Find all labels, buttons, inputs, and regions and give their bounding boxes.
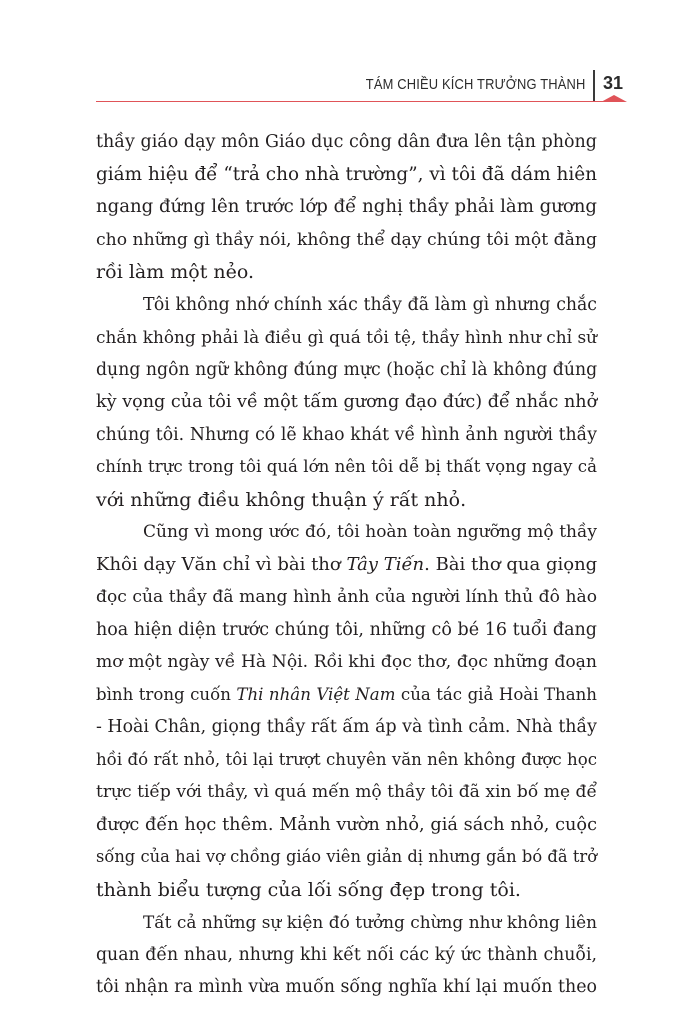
text-line <box>96 549 597 582</box>
text-line: ngang đứng lên trước lớp để nghị thầy phải làm gương <box>96 196 597 217</box>
text-line: sống của hai vợ chồng giáo viên giản dị nhưng gắn bó đã trở <box>96 847 597 866</box>
text-line: với những điều không thuận ý rất nhỏ. <box>96 488 467 511</box>
text-line: dụng ngôn ngữ không đúng mực (hoặc chỉ là không đúng <box>96 359 598 380</box>
text-line: Cũng vì mong ước đó, tôi hoàn toàn ngưỡng mộ thầy <box>143 522 597 542</box>
text-line: hồi đó rất nhỏ, tôi lại trượt chuyên văn nên không được học <box>96 749 597 769</box>
text-line: chúng tôi. Nhưng có lẽ khao khát về hình ảnh người thầy <box>96 424 597 445</box>
text-run: bình trong cuốn <box>96 684 237 704</box>
paragraph-3 <box>96 516 597 906</box>
text-line: đọc của thầy đã mang hình ảnh của người lính thủ đô hào <box>96 587 597 607</box>
text-run: Khôi dạy Văn chỉ vì bài thơ <box>96 553 347 575</box>
paragraph-4 <box>96 906 597 1004</box>
header-separator <box>593 70 595 102</box>
book-title: Thi nhân Việt Nam <box>236 684 396 704</box>
page-header <box>0 0 700 110</box>
text-line: - Hoài Chân, giọng thầy rất ấm áp và tình cảm. Nhà thầy <box>96 717 597 737</box>
text-line: kỳ vọng của tôi về một tấm gương đạo đức) để nhắc nhở <box>96 392 598 412</box>
text-line: Tất cả những sự kiện đó tưởng chừng như không liên <box>143 912 597 932</box>
text-run: của tác giả Hoài Thanh <box>395 684 597 704</box>
page-number: 31 <box>603 73 624 93</box>
header-rule <box>96 101 617 102</box>
text-line: thầy giáo dạy môn Giáo dục công dân đưa lên tận phòng <box>96 132 597 152</box>
paragraph-1 <box>96 126 597 289</box>
running-title: TÁM CHIỀU KÍCH TRƯỞNG THÀNH <box>366 76 586 93</box>
text-line: mơ một ngày về Hà Nội. Rồi khi đọc thơ, đọc những đoạn <box>96 652 597 672</box>
text-line: tôi nhận ra mình vừa muốn sống nghĩa khí lại muốn theo <box>96 977 597 997</box>
header-triangle-icon <box>601 95 627 102</box>
text-line: quan đến nhau, nhưng khi kết nối các ký ức thành chuỗi, <box>96 944 597 965</box>
text-line: cho những gì thầy nói, không thể dạy chúng tôi một đằng <box>96 229 597 250</box>
text-line: thành biểu tượng của lối sống đẹp trong tôi. <box>96 878 521 901</box>
text-line: được đến học thêm. Mảnh vườn nhỏ, giá sách nhỏ, cuộc <box>96 814 597 835</box>
poem-title: Tây Tiến <box>346 553 425 575</box>
text-line: giám hiệu để “trả cho nhà trường”, vì tôi đã dám hiên <box>96 163 597 185</box>
text-line: chắn không phải là điều gì quá tồi tệ, thầy hình như chỉ sử <box>96 327 597 347</box>
text-line: hoa hiện diện trước chúng tôi, những cô bé 16 tuổi đang <box>96 619 597 640</box>
body-text <box>96 126 597 1004</box>
text-line: Tôi không nhớ chính xác thầy đã làm gì nhưng chắc <box>143 294 597 315</box>
text-line <box>96 679 597 712</box>
paragraph-2 <box>96 289 597 517</box>
text-line: trực tiếp với thầy, vì quá mến mộ thầy tôi đã xin bố mẹ để <box>96 782 597 802</box>
text-run: . Bài thơ qua giọng <box>424 553 598 575</box>
text-line: chính trực trong tôi quá lớn nên tôi dễ bị thất vọng ngay cả <box>96 457 597 476</box>
text-line: rồi làm một nẻo. <box>96 261 255 283</box>
